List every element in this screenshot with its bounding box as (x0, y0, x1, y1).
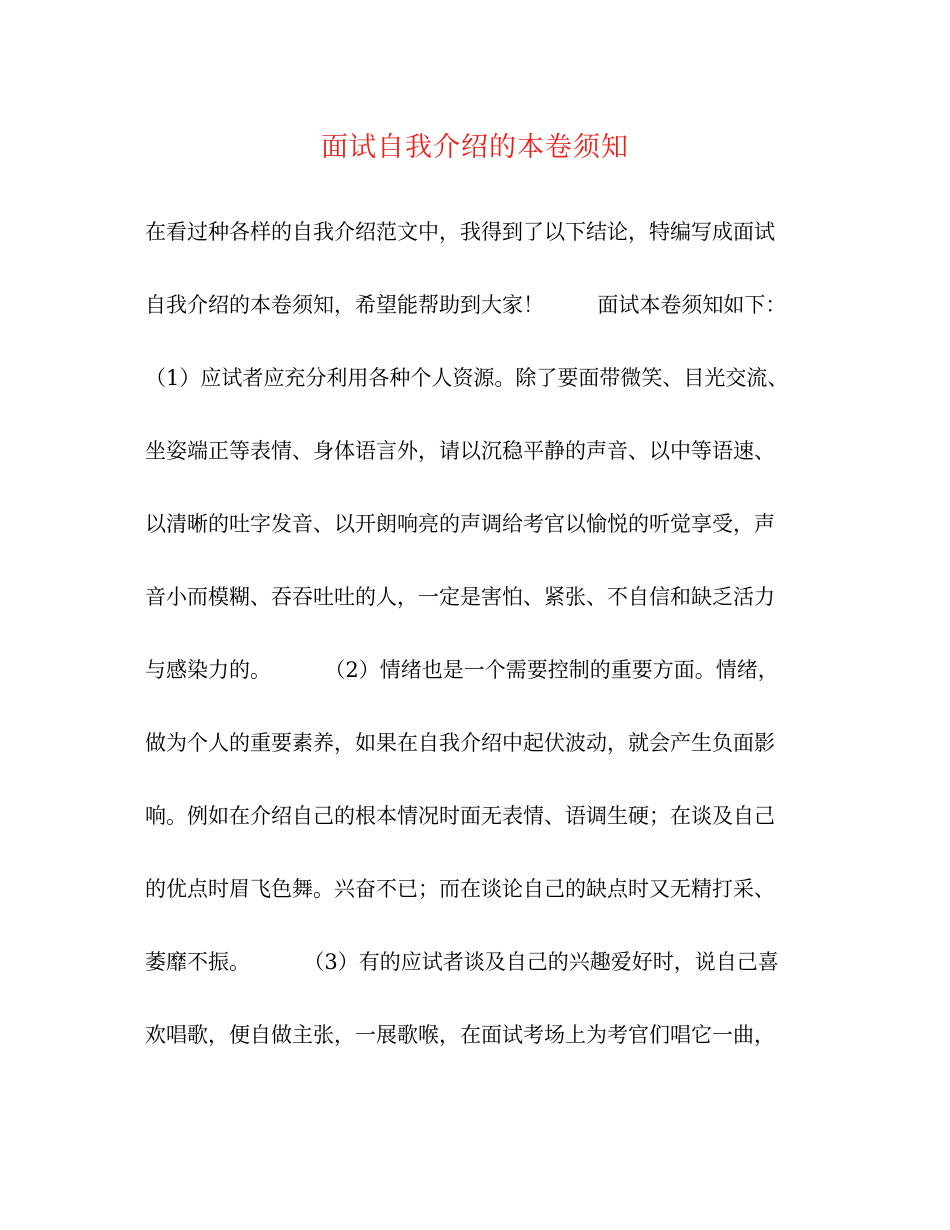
body-line: 与感染力的。 （2）情绪也是一个需要控制的重要方面。情绪， (145, 658, 779, 682)
body-line: 的优点时眉飞色舞。兴奋不已；而在谈论自己的缺点时又无精打采、 (145, 877, 775, 901)
body-line: 响。例如在介绍自己的根本情况时面无表情、语调生硬；在谈及自己 (145, 804, 775, 828)
body-line: 音小而模糊、吞吞吐吐的人，一定是害怕、紧张、不自信和缺乏活力 (145, 585, 775, 609)
body-line: 自我介绍的本卷须知，希望能帮助到大家！ 面试本卷须知如下： (145, 293, 787, 317)
body-line: 坐姿端正等表情、身体语言外，请以沉稳平静的声音、以中等语速、 (145, 439, 775, 463)
body-line: 做为个人的重要素养，如果在自我介绍中起伏波动，就会产生负面影 (145, 731, 775, 755)
document-title: 面试自我介绍的本卷须知 (321, 132, 629, 163)
body-line: （1）应试者应充分利用各种个人资源。除了要面带微笑、目光交流、 (145, 366, 789, 390)
body-line: 萎靡不振。 （3）有的应试者谈及自己的兴趣爱好时，说自己喜 (145, 950, 779, 974)
body-line: 欢唱歌，便自做主张，一展歌喉，在面试考场上为考官们唱它一曲， (145, 1023, 775, 1047)
body-line: 在看过种各样的自我介绍范文中，我得到了以下结论，特编写成面试 (145, 220, 775, 244)
body-line: 以清晰的吐字发音、以开朗响亮的声调给考官以愉悦的听觉享受，声 (145, 512, 775, 536)
